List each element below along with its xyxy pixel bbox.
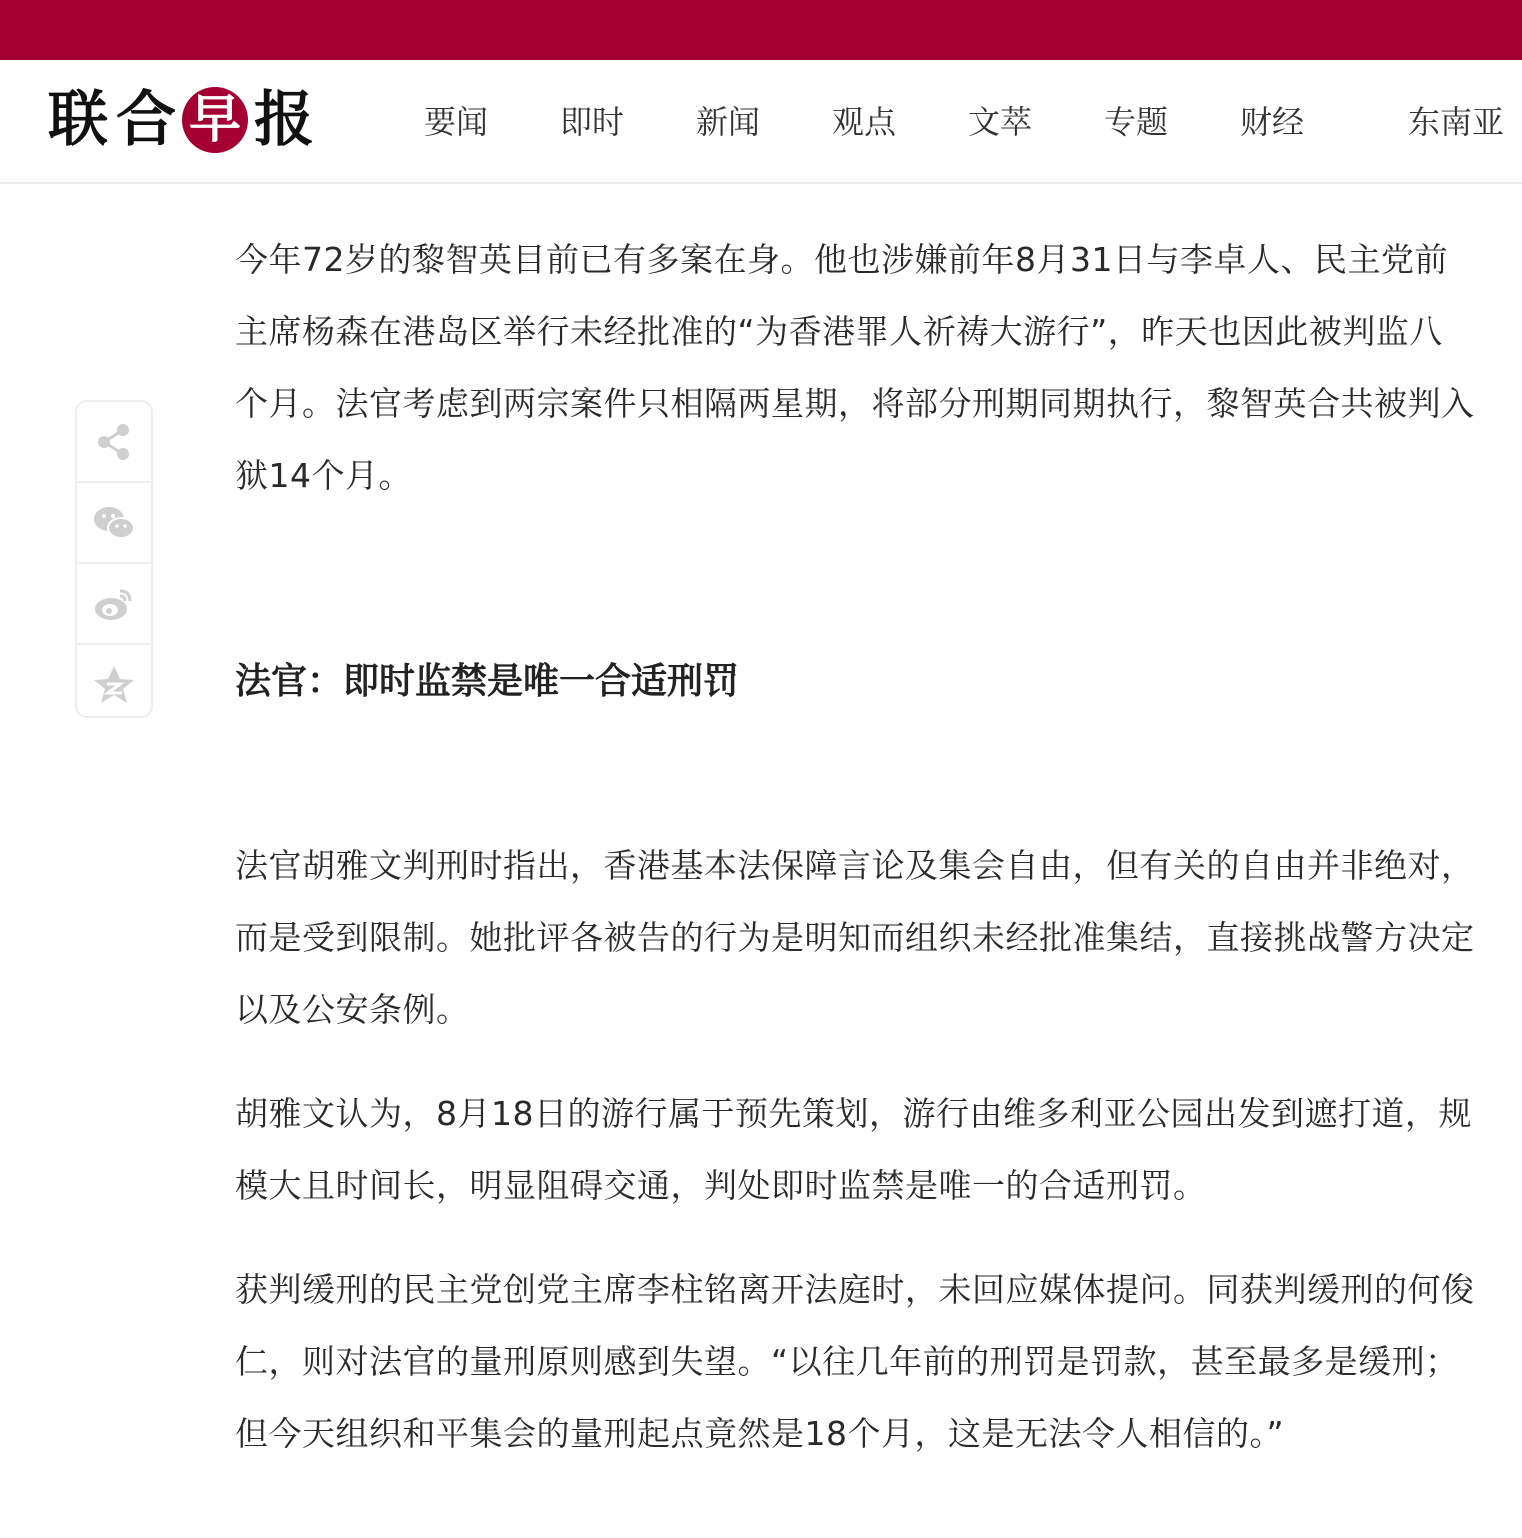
article-body bbox=[235, 224, 1475, 1470]
nav-item-realtime[interactable]: 即时 bbox=[559, 103, 624, 141]
weibo-icon bbox=[92, 582, 136, 626]
share-panel bbox=[75, 400, 153, 718]
wechat-share-button[interactable] bbox=[77, 483, 151, 564]
article-subheading: 法官：即时监禁是唯一合适刑罚 bbox=[235, 661, 740, 702]
logo-char: 合 bbox=[116, 85, 176, 155]
article-paragraph: 获判缓刑的民主党创党主席李柱铭离开法庭时，未回应媒体提问。同获判缓刑的何俊仁，则对法官的量刑原则感到失望。“以往几年前的刑罚是罚款，甚至最多是缓刑；但今天组织和平集会的量刑起点竟然是18个月，这是无法令人相信的。” bbox=[235, 1270, 1475, 1453]
nav-item-digest[interactable]: 文萃 bbox=[967, 103, 1032, 141]
article-paragraph: 今年72岁的黎智英目前已有多案在身。他也涉嫌前年8月31日与李卓人、民主党前主席杨森在港岛区举行未经批准的“为香港罪人祈祷大游行”，昨天也因此被判监八个月。法官考虑到两宗案件只相隔两星期，将部分刑期同期执行，黎智英合共被判入狱14个月。 bbox=[235, 240, 1475, 495]
top-brand-bar bbox=[0, 0, 1522, 60]
nav-item-headlines[interactable]: 要闻 bbox=[423, 103, 488, 141]
main-nav bbox=[388, 60, 1504, 180]
article-paragraph: 法官胡雅文判刑时指出，香港基本法保障言论及集会自由，但有关的自由并非绝对，而是受到限制。她批评各被告的行为是明知而组织未经批准集结，直接挑战警方决定以及公安条例。 bbox=[235, 846, 1475, 1029]
qzone-share-button[interactable] bbox=[77, 645, 151, 724]
nav-item-specials[interactable]: 专题 bbox=[1103, 103, 1168, 141]
logo-char-highlight: 早 bbox=[182, 87, 248, 153]
weibo-share-button[interactable] bbox=[77, 564, 151, 645]
logo-char: 联 bbox=[48, 85, 108, 155]
site-header bbox=[0, 60, 1522, 184]
wechat-icon bbox=[92, 501, 136, 545]
site-logo[interactable] bbox=[44, 82, 318, 158]
article-paragraph: 胡雅文认为，8月18日的游行属于预先策划，游行由维多利亚公园出发到遮打道，规模大且时间长，明显阻碍交通，判处即时监禁是唯一的合适刑罚。 bbox=[235, 1094, 1472, 1205]
nav-item-southeast-asia[interactable]: 东南亚 bbox=[1407, 103, 1504, 141]
share-button[interactable] bbox=[77, 402, 151, 483]
qzone-icon bbox=[92, 663, 136, 707]
logo-char: 报 bbox=[254, 85, 314, 155]
nav-item-finance[interactable]: 财经 bbox=[1239, 103, 1304, 141]
nav-item-opinion[interactable]: 观点 bbox=[831, 103, 896, 141]
share-icon bbox=[92, 420, 136, 464]
nav-item-news[interactable]: 新闻 bbox=[695, 103, 760, 141]
